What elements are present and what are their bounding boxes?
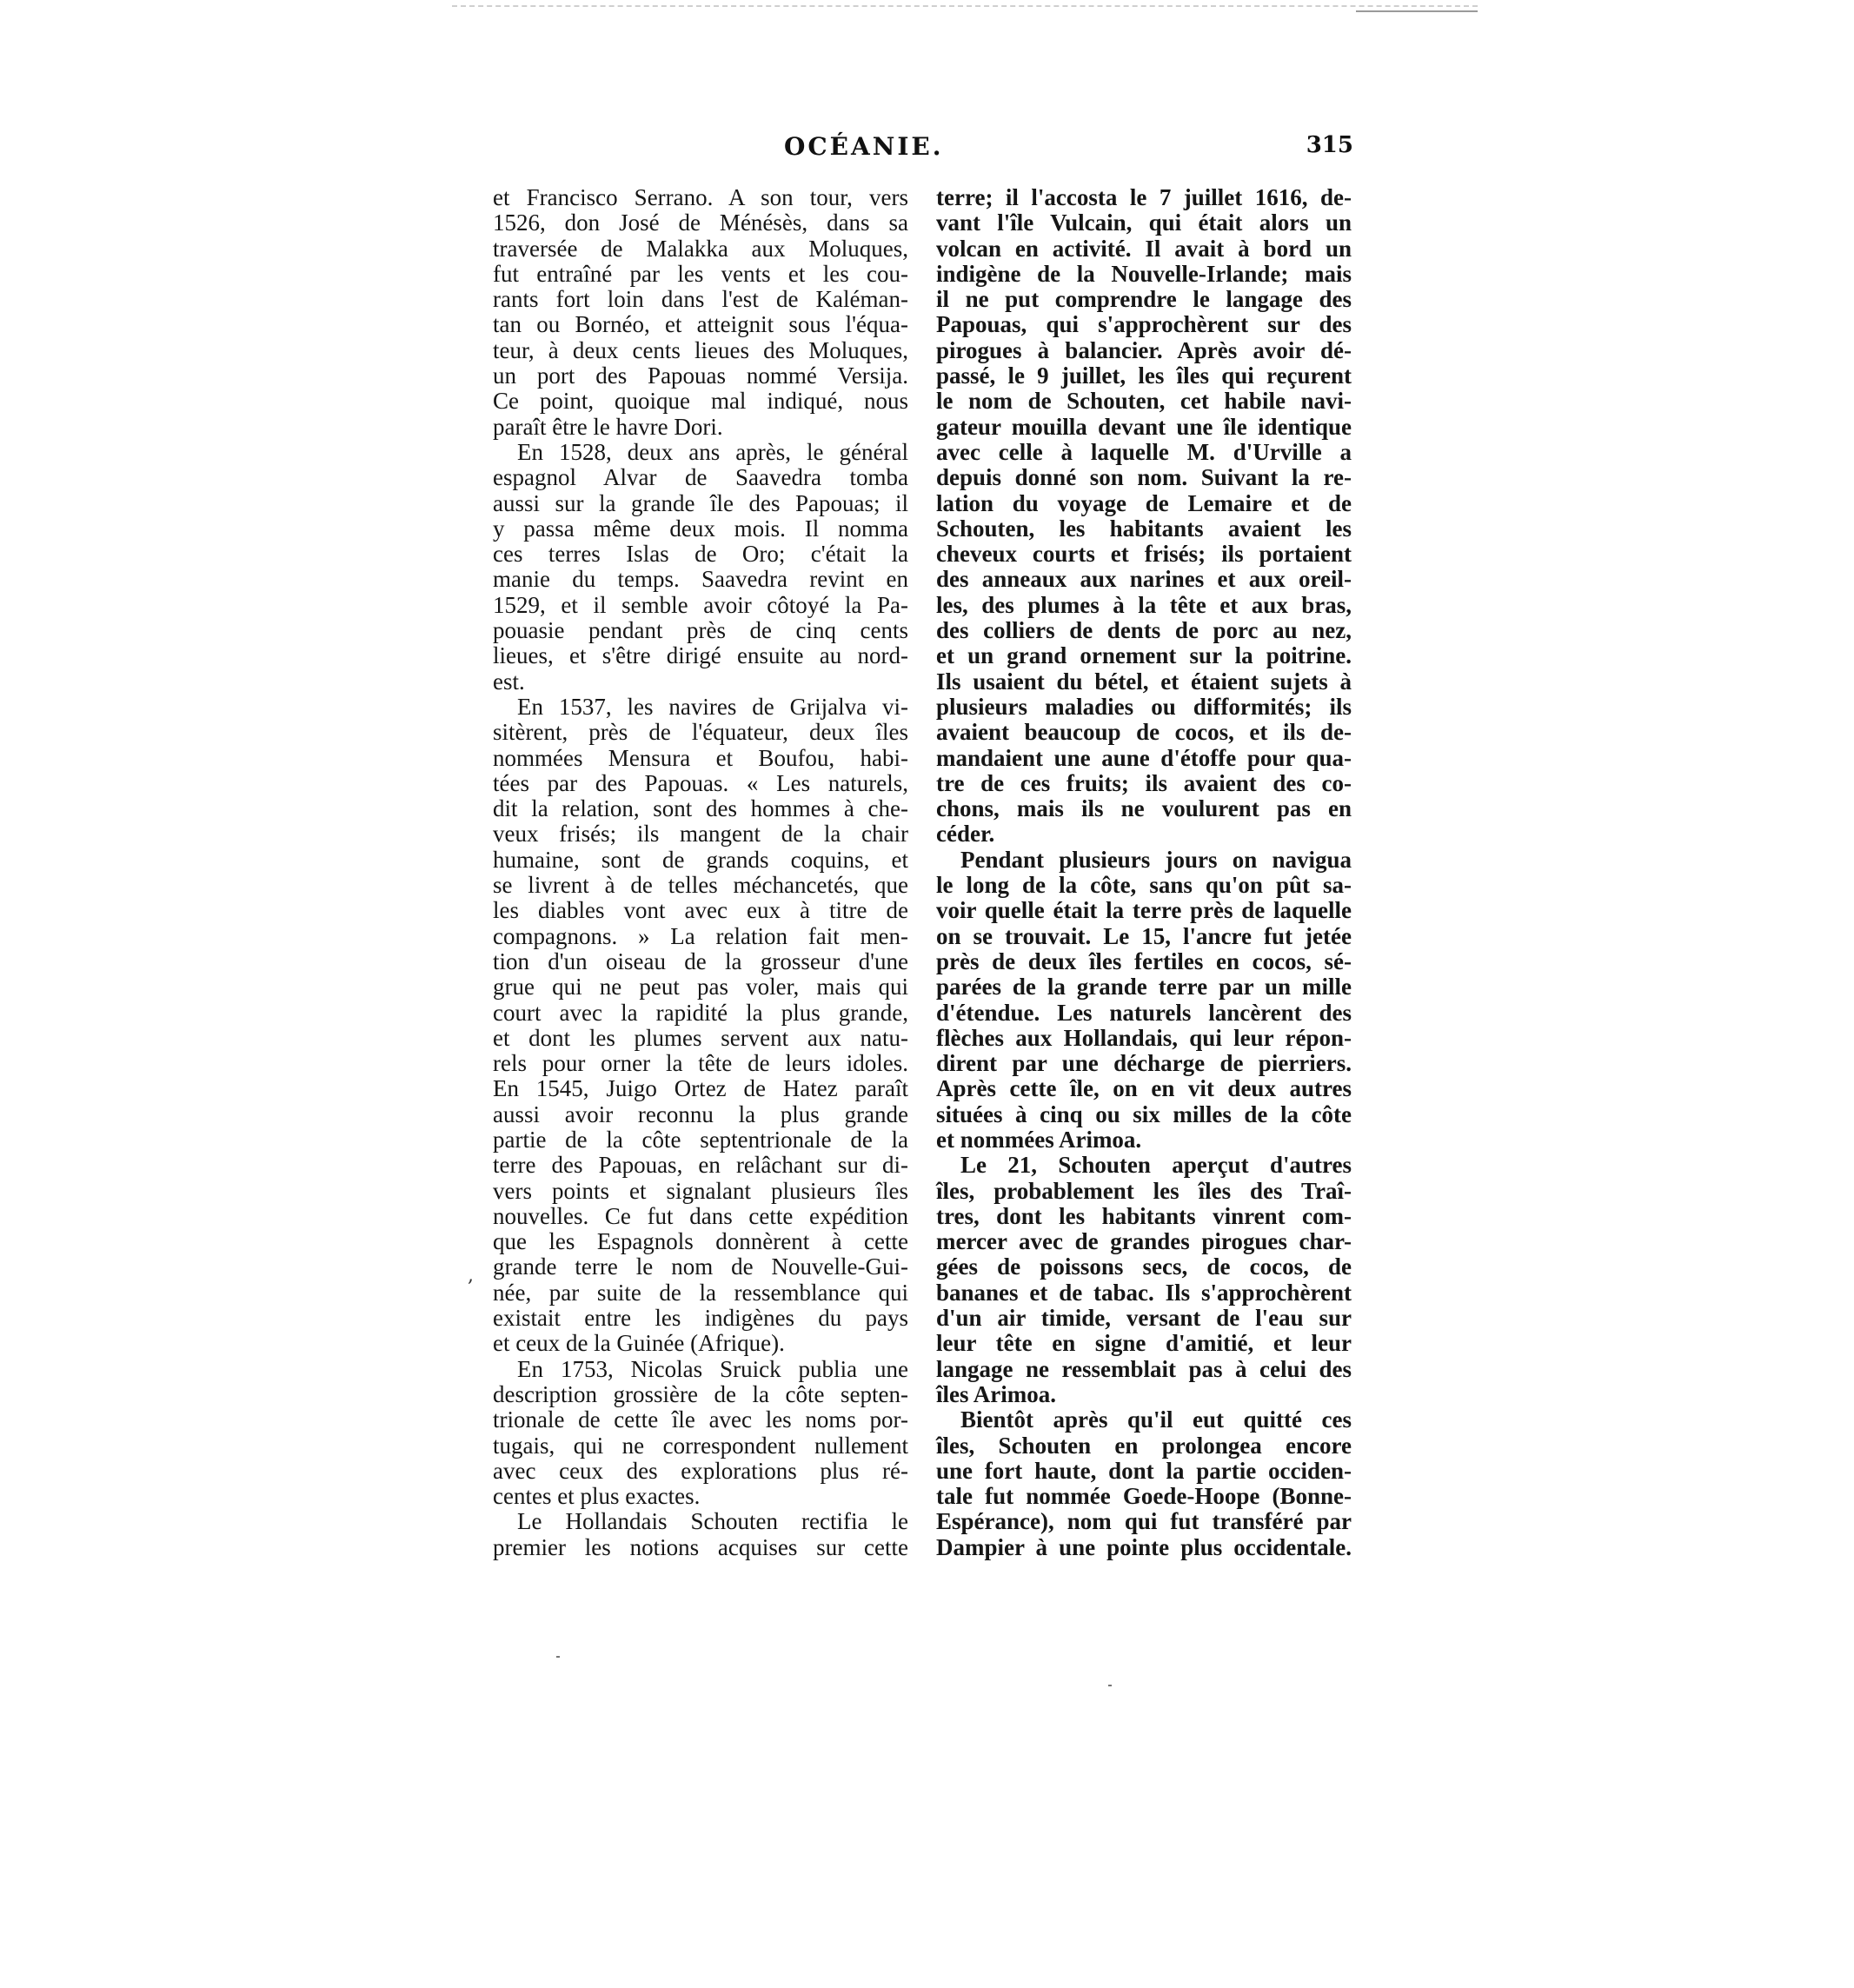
running-title: OCÉANIE. — [784, 132, 944, 161]
text-line: Papouas, qui s'approchèrent sur des — [936, 311, 1352, 338]
text-line: dirent par une décharge de pierriers. — [936, 1050, 1352, 1077]
text-line: lieues, et s'être dirigé ensuite au nord- — [493, 642, 908, 669]
text-line: humaine, sont de grands coquins, et — [493, 846, 908, 873]
text-line: nouvelles. Ce fut dans cette expédition — [493, 1202, 908, 1229]
scan-edge-artifact — [1356, 10, 1478, 12]
text-line: d'un air timide, versant de l'eau sur — [936, 1305, 1352, 1332]
text-line: une fort haute, dont la partie occiden- — [936, 1457, 1352, 1484]
text-line: traversée de Malakka aux Moluques, — [493, 235, 908, 262]
text-line: En 1528, deux ans après, le général — [517, 438, 908, 465]
text-line: gateur mouilla devant une île identique — [936, 413, 1352, 440]
text-line: voir quelle était la terre près de laquelle — [936, 897, 1352, 924]
text-line: Ce point, quoique mal indiqué, nous — [493, 388, 908, 415]
text-line: rels pour orner la tête de leurs idoles. — [493, 1050, 908, 1077]
text-line: chons, mais ils ne voulurent pas en — [936, 795, 1352, 822]
left-column — [493, 185, 908, 1560]
text-line: avaient beaucoup de cocos, et ils de- — [936, 719, 1352, 746]
text-line: tale fut nommée Goede-Hoope (Bonne- — [936, 1483, 1352, 1510]
text-line: volcan en activité. Il avait à bord un — [936, 235, 1352, 262]
text-line: le long de la côte, sans qu'on pût sa- — [936, 872, 1352, 899]
text-line: il ne put comprendre le langage des — [936, 286, 1352, 313]
text-line: leur tête en signe d'amitié, et leur — [936, 1330, 1352, 1357]
text-line: Après cette île, on en vit deux autres — [936, 1075, 1352, 1102]
text-line: mandaient une aune d'étoffe pour qua- — [936, 744, 1352, 771]
scan-edge-artifact — [452, 5, 1478, 7]
text-line: description grossière de la côte septen- — [493, 1380, 908, 1407]
text-line: teur, à deux cents lieues des Moluques, — [493, 336, 908, 363]
text-line: avec ceux des explorations plus ré- — [493, 1457, 908, 1484]
text-line: parées de la grande terre par un mille — [936, 974, 1352, 1001]
text-line: des colliers de dents de porc au nez, — [936, 617, 1352, 644]
text-line: tre de ces fruits; ils avaient des co- — [936, 769, 1352, 796]
text-line: situées à cinq ou six milles de la côte — [936, 1100, 1352, 1127]
text-line: veux frisés; ils mangent de la chair — [493, 821, 908, 848]
text-line: est. — [493, 668, 525, 695]
text-line: d'étendue. Les naturels lancèrent des — [936, 999, 1352, 1026]
text-line: tan ou Bornéo, et atteignit sous l'équa- — [493, 311, 908, 338]
text-line: gées de poissons secs, de cocos, de — [936, 1253, 1352, 1280]
text-line: indigène de la Nouvelle-Irlande; mais — [936, 260, 1352, 287]
text-line: des anneaux aux narines et aux oreil- — [936, 566, 1352, 593]
text-line: partie de la côte septentrionale de la — [493, 1126, 908, 1153]
text-line: aussi sur la grande île des Papouas; il — [493, 489, 908, 516]
text-line: Ils usaient du bétel, et étaient sujets à — [936, 668, 1352, 695]
text-line: aussi avoir reconnu la plus grande — [493, 1100, 908, 1127]
text-line: les diables vont avec eux à titre de — [493, 897, 908, 924]
text-line: existait entre les indigènes du pays — [493, 1305, 908, 1332]
text-line: îles Arimoa. — [936, 1380, 1056, 1407]
text-line: Bientôt après qu'il eut quitté ces — [960, 1406, 1352, 1433]
text-line: En 1753, Nicolas Sruick publia une — [517, 1355, 908, 1382]
text-line: et ceux de la Guinée (Afrique). — [493, 1330, 785, 1357]
text-line: flèches aux Hollandais, qui leur répon- — [936, 1024, 1352, 1051]
text-line: nommées Mensura et Boufou, habi- — [493, 744, 908, 771]
text-line: rants fort loin dans l'est de Kaléman- — [493, 286, 908, 313]
text-line: y passa même deux mois. Il nomma — [493, 515, 908, 542]
text-line: court avec la rapidité la plus grande, — [493, 999, 908, 1026]
text-line: grande terre le nom de Nouvelle-Gui- — [493, 1253, 908, 1280]
text-line: manie du temps. Saavedra revint en — [493, 566, 908, 593]
text-line: céder. — [936, 821, 995, 848]
text-line: Espérance), nom qui fut transféré par — [936, 1508, 1352, 1535]
text-line: avec celle à laquelle M. d'Urville a — [936, 438, 1352, 465]
text-line: premier les notions acquises sur cette — [493, 1533, 908, 1560]
text-line: tres, dont les habitants vinrent com- — [936, 1202, 1352, 1229]
text-line: mercer avec de grandes pirogues char- — [936, 1228, 1352, 1255]
text-line: dit la relation, sont des hommes à che- — [493, 795, 908, 822]
text-line: ces terres Islas de Oro; c'était la — [493, 541, 908, 568]
text-line: plusieurs maladies ou difformités; ils — [936, 693, 1352, 720]
text-line: lation du voyage de Lemaire et de — [936, 489, 1352, 516]
text-line: 1526, don José de Ménésès, dans sa — [493, 209, 908, 236]
text-line: trionale de cette île avec les noms por- — [493, 1406, 908, 1433]
text-line: on se trouvait. Le 15, l'ancre fut jetée — [936, 922, 1352, 949]
text-line: En 1537, les navires de Grijalva vi- — [517, 693, 908, 720]
text-line: née, par suite de la ressemblance qui — [493, 1279, 908, 1306]
text-line: vers points et signalant plusieurs îles — [493, 1177, 908, 1204]
text-line: vant l'île Vulcain, qui était alors un — [936, 209, 1352, 236]
text-line: et dont les plumes servent aux natu- — [493, 1024, 908, 1051]
text-line: et Francisco Serrano. A son tour, vers — [493, 184, 908, 210]
text-line: Le Hollandais Schouten rectifia le — [517, 1508, 908, 1535]
text-line: passé, le 9 juillet, les îles qui reçurent — [936, 362, 1352, 389]
text-line: grue qui ne peut pas voler, mais qui — [493, 974, 908, 1001]
text-line: depuis donné son nom. Suivant la re- — [936, 464, 1352, 491]
text-line: se livrent à de telles méchancetés, que — [493, 872, 908, 899]
text-line: un port des Papouas nommé Versija. — [493, 362, 908, 389]
text-line: paraît être le havre Dori. — [493, 413, 723, 440]
text-line: Pendant plusieurs jours on navigua — [960, 846, 1352, 873]
text-line: tion d'un oiseau de la grosseur d'une — [493, 947, 908, 974]
text-line: et nommées Arimoa. — [936, 1126, 1142, 1153]
text-line: cheveux courts et frisés; ils portaient — [936, 541, 1352, 568]
text-line: près de deux îles fertiles en cocos, sé- — [936, 947, 1352, 974]
text-line: les, des plumes à la tête et aux bras, — [936, 591, 1352, 618]
text-line: bananes et de tabac. Ils s'approchèrent — [936, 1279, 1352, 1306]
text-line: langage ne ressemblait pas à celui des — [936, 1355, 1352, 1382]
text-line: sitèrent, près de l'équateur, deux îles — [493, 719, 908, 746]
text-line: fut entraîné par les vents et les cou- — [493, 260, 908, 287]
text-line: centes et plus exactes. — [493, 1483, 701, 1510]
margin-mark: , — [468, 1265, 474, 1287]
text-line: tées par des Papouas. « Les naturels, — [493, 769, 908, 796]
text-line: Le 21, Schouten aperçut d'autres — [960, 1152, 1352, 1179]
text-line: tugais, qui ne correspondent nullement — [493, 1432, 908, 1459]
text-line: le nom de Schouten, cet habile navi- — [936, 388, 1352, 415]
text-line: Schouten, les habitants avaient les — [936, 515, 1352, 542]
text-line: compagnons. » La relation fait men- — [493, 922, 908, 949]
text-line: terre des Papouas, en relâchant sur di- — [493, 1152, 908, 1179]
scan-speck — [556, 1656, 560, 1658]
text-line: et un grand ornement sur la poitrine. — [936, 642, 1352, 669]
text-line: terre; il l'accosta le 7 juillet 1616, de- — [936, 184, 1352, 210]
right-column — [936, 185, 1352, 1560]
page-header — [493, 132, 1353, 170]
scan-speck — [1108, 1685, 1112, 1686]
text-line: pouasie pendant près de cinq cents — [493, 617, 908, 644]
text-line: En 1545, Juigo Ortez de Hatez paraît — [493, 1075, 908, 1102]
text-line: îles, probablement les îles des Traî- — [936, 1177, 1352, 1204]
text-line: espagnol Alvar de Saavedra tomba — [493, 464, 908, 491]
text-line: 1529, et il semble avoir côtoyé la Pa- — [493, 591, 908, 618]
text-line: que les Espagnols donnèrent à cette — [493, 1228, 908, 1255]
page-number: 315 — [1306, 132, 1353, 158]
text-line: Dampier à une pointe plus occidentale. — [936, 1533, 1352, 1560]
text-line: pirogues à balancier. Après avoir dé- — [936, 336, 1352, 363]
text-line: îles, Schouten en prolongea encore — [936, 1432, 1352, 1459]
